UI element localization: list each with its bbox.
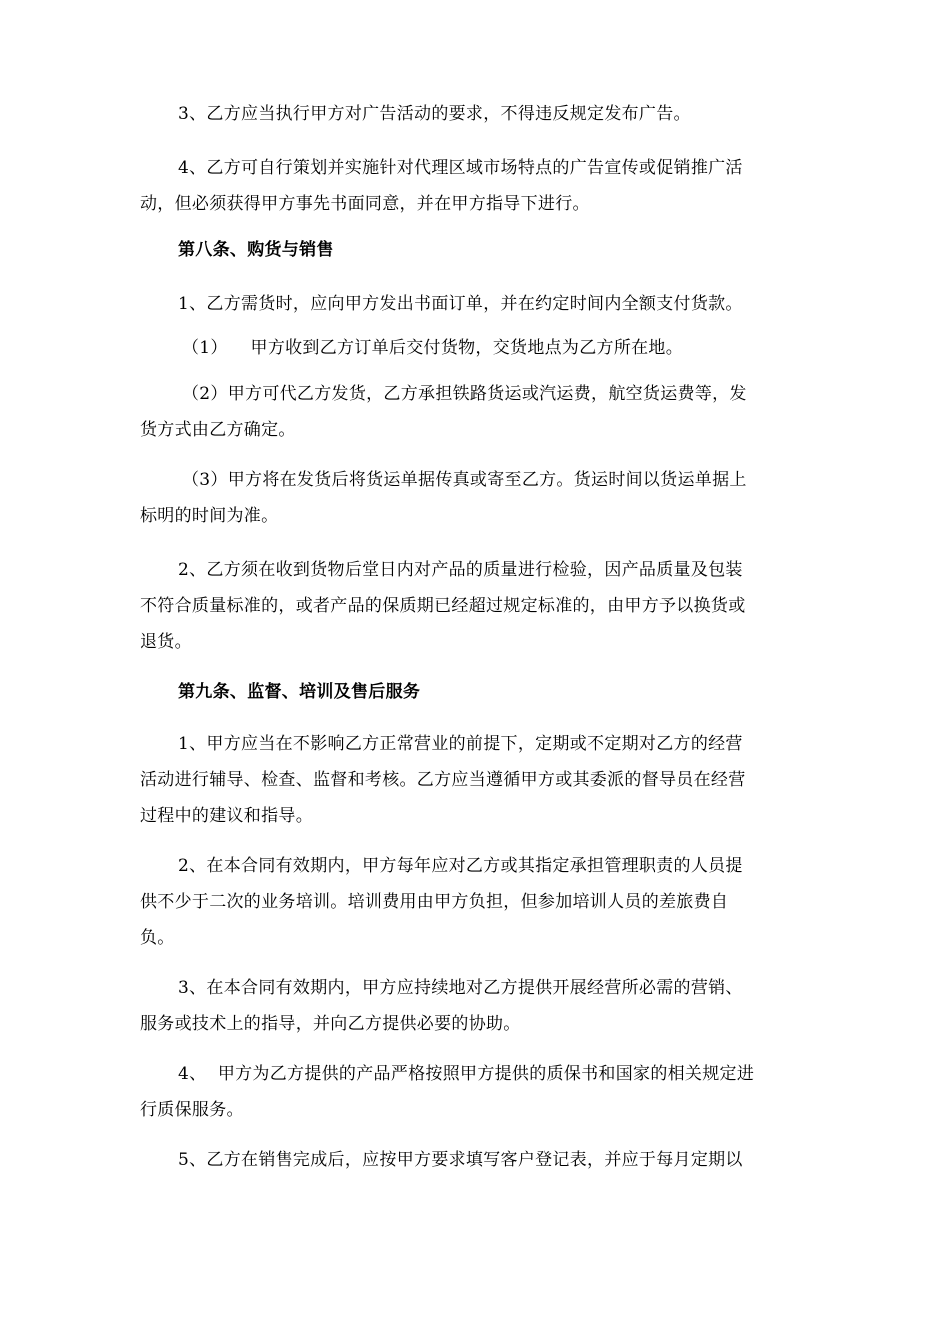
text-line: 2、乙方须在收到货物后堂日内对产品的质量进行检验，因产品质量及包装 <box>178 560 743 580</box>
text-line: 过程中的建议和指导。 <box>140 806 313 826</box>
paragraph-customer-registration <box>140 1142 820 1178</box>
text-line: 5、乙方在销售完成后，应按甲方要求填写客户登记表，并应于每月定期以 <box>178 1150 743 1170</box>
paragraph-order-payment <box>178 286 818 322</box>
section-heading-article-8 <box>178 232 818 268</box>
text-line: （1） 甲方收到乙方订单后交付货物，交货地点为乙方所在地。 <box>182 338 684 358</box>
text-line: （2）甲方可代乙方发货，乙方承担铁路货运或汽运费，航空货运费等，发 <box>182 384 747 404</box>
heading-text: 第九条、监督、培训及售后服务 <box>178 682 421 702</box>
text-line: 标明的时间为准。 <box>140 506 279 526</box>
paragraph-sub-3-documents <box>140 462 820 534</box>
paragraph-ad-requirements <box>178 96 818 132</box>
text-line: 货方式由乙方确定。 <box>140 420 296 440</box>
text-line: 2、在本合同有效期内，甲方每年应对乙方或其指定承担管理职责的人员提 <box>178 856 743 876</box>
text-line: 不符合质量标准的，或者产品的保质期已经超过规定标准的，由甲方予以换货或 <box>140 596 746 616</box>
paragraph-sub-1-delivery <box>182 330 818 366</box>
paragraph-supervision <box>140 726 820 834</box>
text-line: 4、乙方可自行策划并实施针对代理区域市场特点的广告宣传或促销推广活 <box>178 158 743 178</box>
paragraph-warranty <box>140 1056 820 1128</box>
section-heading-article-9 <box>178 674 818 710</box>
paragraph-sub-2-shipping <box>140 376 820 448</box>
heading-text: 第八条、购货与销售 <box>178 240 334 260</box>
text-line: （3）甲方将在发货后将货运单据传真或寄至乙方。货运时间以货运单据上 <box>182 470 747 490</box>
text-line: 服务或技术上的指导，并向乙方提供必要的协助。 <box>140 1014 521 1034</box>
text-line: 退货。 <box>140 632 192 652</box>
text-line: 供不少于二次的业务培训。培训费用由甲方负担，但参加培训人员的差旅费自 <box>140 892 729 912</box>
text-line: 动，但必须获得甲方事先书面同意，并在甲方指导下进行。 <box>140 194 590 214</box>
text-line: 活动进行辅导、检查、监督和考核。乙方应当遵循甲方或其委派的督导员在经营 <box>140 770 746 790</box>
paragraph-quality-inspection <box>140 552 820 660</box>
text-line: 3、在本合同有效期内，甲方应持续地对乙方提供开展经营所必需的营销、 <box>178 978 743 998</box>
paragraph-training <box>140 848 820 956</box>
text-line: 4、 甲方为乙方提供的产品严格按照甲方提供的质保书和国家的相关规定进 <box>178 1064 755 1084</box>
text-line: 负。 <box>140 928 175 948</box>
paragraph-guidance <box>140 970 820 1042</box>
text-line: 行质保服务。 <box>140 1100 244 1120</box>
text-line: 1、乙方需货时，应向甲方发出书面订单，并在约定时间内全额支付货款。 <box>178 294 743 314</box>
paragraph-ad-planning <box>140 150 820 222</box>
text-line: 1、甲方应当在不影响乙方正常营业的前提下，定期或不定期对乙方的经营 <box>178 734 743 754</box>
text-line: 3、乙方应当执行甲方对广告活动的要求，不得违反规定发布广告。 <box>178 104 691 124</box>
